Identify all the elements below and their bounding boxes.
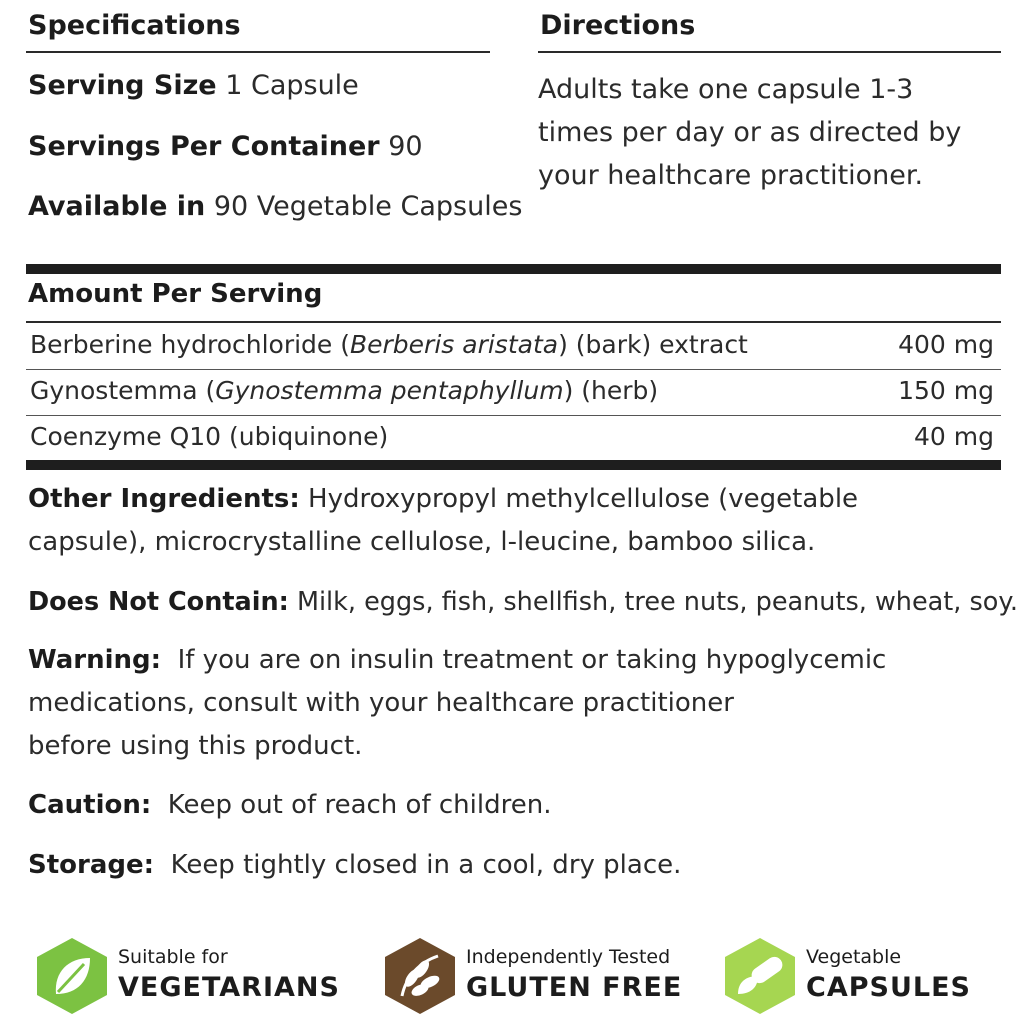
available-in-value: 90 Vegetable Capsules xyxy=(213,191,523,222)
warning xyxy=(28,639,1018,768)
ingredient-amount: 40 mg xyxy=(914,422,994,451)
table-row xyxy=(28,414,994,460)
badge-title: VEGETARIANS xyxy=(118,972,340,1003)
vegetable-capsules-badge xyxy=(720,936,1000,1016)
specifications-heading: Specifications xyxy=(28,10,241,41)
servings-per-container-value: 90 xyxy=(388,131,423,162)
other-ingredients-label: Other Ingredients: xyxy=(28,484,300,514)
warning-line-1: If you are on insulin treatment or taking hypoglycemic xyxy=(177,645,887,675)
servings-per-container-label: Servings Per Container xyxy=(28,131,380,162)
other-ingredients xyxy=(28,478,888,564)
storage-label: Storage: xyxy=(28,850,155,880)
badge-subtitle: Vegetable xyxy=(806,946,902,968)
available-in-label: Available in xyxy=(28,191,206,222)
storage-text: Keep tightly closed in a cool, dry place. xyxy=(170,850,682,880)
caution-label: Caution: xyxy=(28,790,152,820)
ingredient-name: Berberine hydrochloride (Berberis aristata) (bark) extract xyxy=(30,330,748,359)
available-in-row xyxy=(28,191,522,222)
serving-size-value: 1 Capsule xyxy=(225,70,359,101)
directions-rule xyxy=(538,51,1001,53)
ingredient-name: Coenzyme Q10 (ubiquinone) xyxy=(30,422,389,451)
leaf-icon xyxy=(32,936,112,1016)
caution-text: Keep out of reach of children. xyxy=(167,790,552,820)
table-top-rule xyxy=(26,264,1001,274)
serving-size-label: Serving Size xyxy=(28,70,217,101)
directions-heading: Directions xyxy=(540,10,696,41)
badge-title: GLUTEN FREE xyxy=(466,972,683,1003)
other-ingredients-text: Hydroxypropyl methylcellulose (vegetable capsule), microcrystalline cellulose, l-leucine, bamboo silica. xyxy=(28,484,859,557)
vegetarian-badge xyxy=(32,936,352,1016)
wheat-icon xyxy=(380,936,460,1016)
badge-title: CAPSULES xyxy=(806,972,971,1003)
badge-subtitle: Suitable for xyxy=(118,946,228,968)
does-not-contain-text: Milk, eggs, fish, shellfish, tree nuts, peanuts, wheat, soy. xyxy=(296,587,1018,617)
does-not-contain xyxy=(28,581,1018,624)
warning-line-3: before using this product. xyxy=(28,731,363,761)
table-bottom-rule xyxy=(26,460,1001,470)
storage xyxy=(28,844,681,887)
ingredient-name: Gynostemma (Gynostemma pentaphyllum) (herb) xyxy=(30,376,659,405)
warning-label: Warning: xyxy=(28,645,162,675)
does-not-contain-label: Does Not Contain: xyxy=(28,587,289,617)
specifications-rule xyxy=(26,51,490,53)
serving-size-row xyxy=(28,70,359,101)
directions-text: Adults take one capsule 1-3 times per day or as directed by your healthcare practitioner. xyxy=(538,74,962,191)
gluten-free-badge xyxy=(380,936,690,1016)
servings-per-container-row xyxy=(28,131,423,162)
badge-subtitle: Independently Tested xyxy=(466,946,671,968)
table-row xyxy=(28,322,994,368)
caution xyxy=(28,784,551,827)
ingredient-amount: 400 mg xyxy=(898,330,994,359)
capsule-leaf-icon xyxy=(720,936,800,1016)
amount-per-serving-heading: Amount Per Serving xyxy=(28,279,323,309)
table-row xyxy=(28,368,994,414)
warning-line-2: medications, consult with your healthcare practitioner xyxy=(28,688,734,718)
ingredient-amount: 150 mg xyxy=(898,376,994,405)
